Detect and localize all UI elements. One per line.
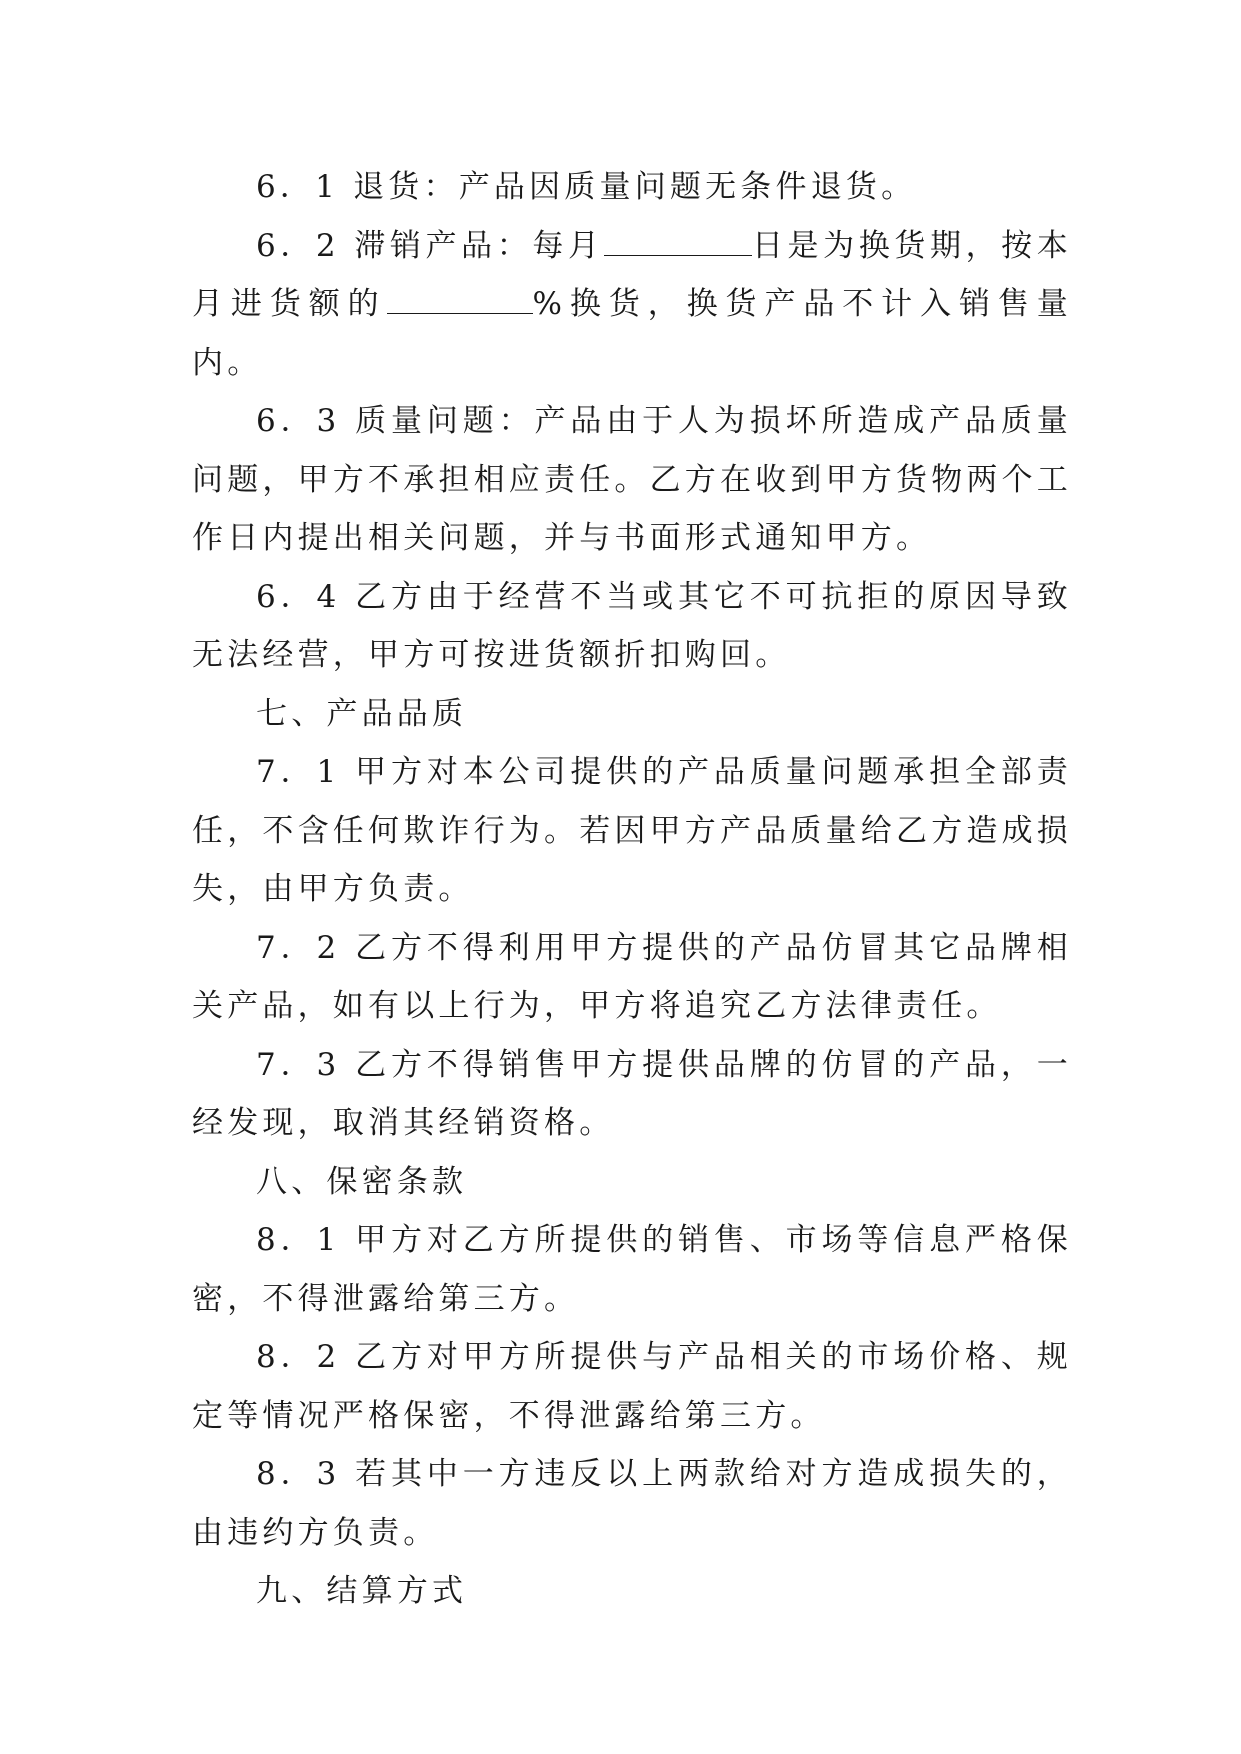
clause-7-2: 7．2 乙方不得利用甲方提供的产品仿冒其它品牌相关产品，如有以上行为，甲方将追究乙方法律责任。 — [192, 929, 1072, 1024]
clause-7-3: 7．3 乙方不得销售甲方提供品牌的仿冒的产品，一经发现，取消其经销资格。 — [192, 1046, 1072, 1141]
clause-6-2-part-c: %换货，换货产品不计入销售量内。 — [192, 286, 1072, 381]
clause-8-3: 8．3 若其中一方违反以上两款给对方造成损失的，由违约方负责。 — [192, 1456, 1072, 1551]
blank-percent-field[interactable] — [387, 287, 533, 314]
section-heading-9: 九、结算方式 — [256, 1573, 468, 1609]
clause-6-1: 6．1 退货：产品因质量问题无条件退货。 — [256, 169, 917, 205]
clause-6-2-part-a: 6．2 滞销产品：每月 — [256, 227, 604, 264]
clause-6-2-part-b: 日是为换货期，按本月进货额的 — [192, 227, 1072, 322]
clause-6-3: 6．3 质量问题：产品由于人为损坏所造成产品质量问题，甲方不承担相应责任。乙方在收到甲方货物两个工作日内提出相关问题，并与书面形式通知甲方。 — [192, 403, 1072, 556]
clause-7-1: 7．1 甲方对本公司提供的产品质量问题承担全部责任，不含任何欺诈行为。若因甲方产品质量给乙方造成损失，由甲方负责。 — [192, 754, 1072, 907]
clause-6-2 — [192, 217, 1072, 393]
blank-day-field[interactable] — [604, 229, 752, 256]
clause-8-1: 8．1 甲方对乙方所提供的销售、市场等信息严格保密，不得泄露给第三方。 — [192, 1222, 1072, 1317]
clause-6-4: 6．4 乙方由于经营不当或其它不可抗拒的原因导致无法经营，甲方可按进货额折扣购回。 — [192, 578, 1072, 673]
clause-8-2: 8．2 乙方对甲方所提供与产品相关的市场价格、规定等情况严格保密，不得泄露给第三方。 — [192, 1339, 1072, 1434]
document-body — [192, 158, 1072, 1621]
section-heading-8: 八、保密条款 — [256, 1163, 468, 1200]
section-heading-7: 七、产品品质 — [256, 695, 468, 732]
